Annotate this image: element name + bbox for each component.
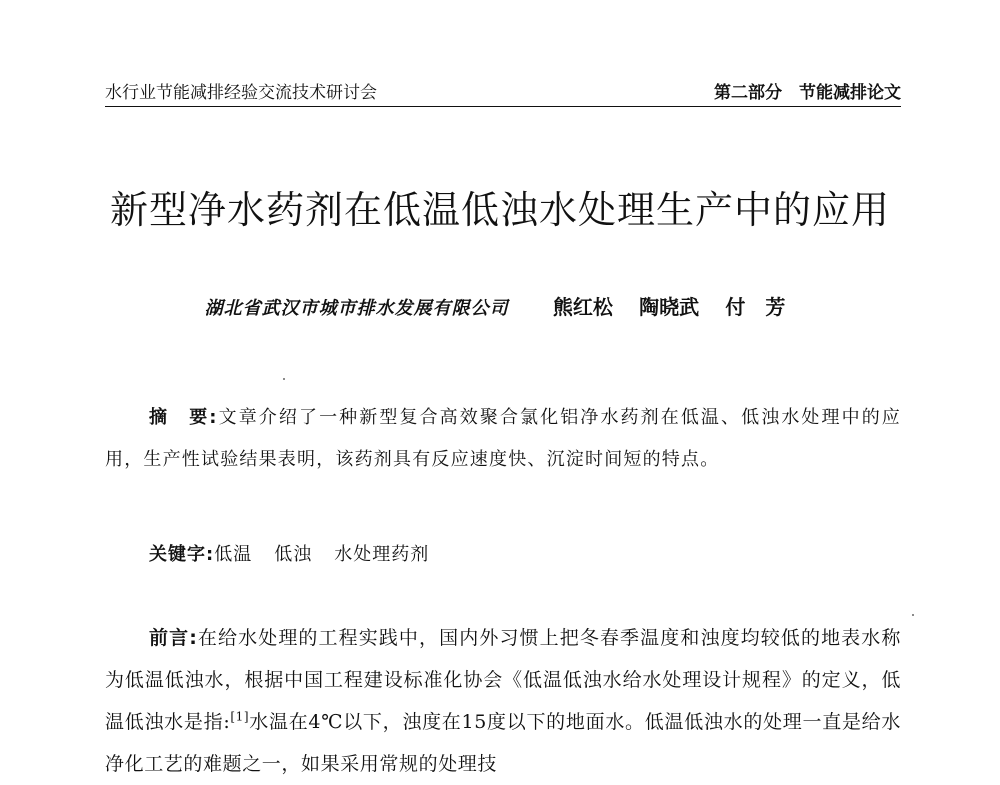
keywords-label: 关键字: bbox=[149, 544, 215, 565]
abstract-text: 文章介绍了一种新型复合高效聚合氯化铝净水药剂在低温、低浊水处理中的应用，生产性试验结果表明，该药剂具有反应速度快、沉淀时间短的特点。 bbox=[105, 407, 902, 470]
keyword: 低浊 bbox=[274, 544, 313, 565]
abstract-paragraph bbox=[105, 397, 901, 481]
intro-text-continued: 水温在4℃以下，浊度在15度以下的地面水。低温低浊水的处理一直是给水净化工艺的难题之一，如果采用常规的处理技 bbox=[105, 711, 902, 775]
scan-speck bbox=[912, 614, 914, 616]
citation-reference: [1] bbox=[230, 709, 250, 724]
keyword: 低温 bbox=[214, 544, 253, 565]
scan-speck bbox=[283, 378, 285, 380]
byline bbox=[0, 293, 1000, 323]
author-organization: 湖北省武汉市城市排水发展有限公司 bbox=[204, 298, 509, 319]
author-name: 熊红松 bbox=[552, 295, 613, 319]
author-name: 付 芳 bbox=[725, 295, 786, 319]
header-conference-name: 水行业节能减排经验交流技术研讨会 bbox=[105, 83, 377, 103]
author-name: 陶晓武 bbox=[639, 295, 700, 319]
keyword: 水处理药剂 bbox=[334, 544, 430, 565]
intro-label: 前言: bbox=[149, 627, 198, 649]
intro-text: 在给水处理的工程实践中，国内外习惯上把冬春季温度和浊度均较低的地表水称为低温低浊水，根据中国工程建设标准化协会《低温低浊水给水处理设计规程》的定义，低温低浊水是指: bbox=[105, 627, 901, 733]
header-section-name: 第二部分 节能减排论文 bbox=[714, 83, 901, 103]
running-header bbox=[105, 82, 901, 107]
paper-title: 新型净水药剂在低温低浊水处理生产中的应用 bbox=[109, 188, 890, 232]
keywords-line bbox=[105, 534, 901, 576]
abstract-label: 摘 要: bbox=[149, 407, 218, 428]
